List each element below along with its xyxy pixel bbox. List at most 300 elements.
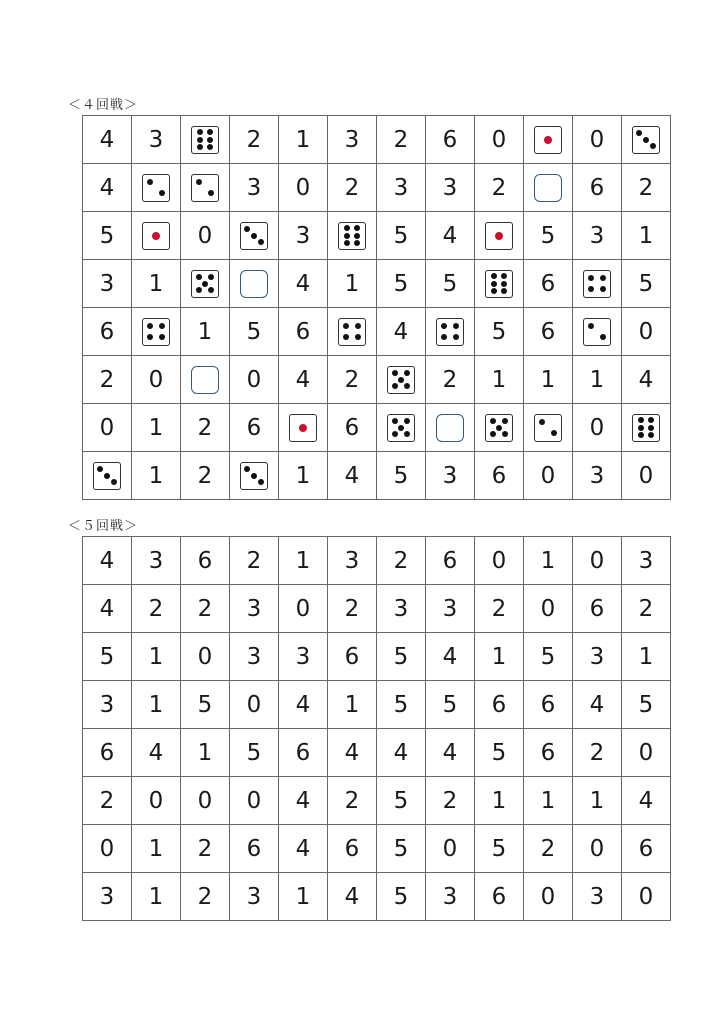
die-pip bbox=[638, 417, 644, 423]
cell-number: 6 bbox=[540, 270, 556, 297]
cell-number: 5 bbox=[393, 270, 409, 297]
die-pip bbox=[441, 334, 447, 340]
grid-cell bbox=[377, 212, 426, 260]
grid-cell bbox=[181, 633, 230, 681]
cell-number: 0 bbox=[295, 595, 311, 622]
grid-cell bbox=[230, 777, 279, 825]
grid-cell bbox=[83, 825, 132, 873]
grid-cell bbox=[622, 116, 671, 164]
cell-number: 4 bbox=[638, 787, 654, 814]
grid-cell bbox=[279, 164, 328, 212]
grid-cell bbox=[132, 212, 181, 260]
cell-number: 0 bbox=[148, 787, 164, 814]
die-four-icon bbox=[436, 318, 464, 346]
grid-cell bbox=[83, 164, 132, 212]
die-pip bbox=[202, 281, 208, 287]
cell-number: 6 bbox=[442, 547, 458, 574]
grid-cell bbox=[230, 116, 279, 164]
die-pip bbox=[441, 323, 447, 329]
cell-number: 4 bbox=[295, 835, 311, 862]
die-six-icon bbox=[191, 126, 219, 154]
grid-cell bbox=[426, 585, 475, 633]
cell-number: 2 bbox=[442, 787, 458, 814]
cell-number: 5 bbox=[393, 835, 409, 862]
die-pip bbox=[196, 287, 202, 293]
cell-number: 2 bbox=[344, 595, 360, 622]
die-pip bbox=[111, 479, 117, 485]
die-pip bbox=[404, 383, 410, 389]
grid-cell bbox=[83, 777, 132, 825]
grid-cell bbox=[573, 212, 622, 260]
cell-number: 6 bbox=[246, 835, 262, 862]
cell-number: 0 bbox=[442, 835, 458, 862]
die-pip bbox=[404, 431, 410, 437]
die-pip bbox=[343, 323, 349, 329]
die-pip bbox=[501, 288, 507, 294]
grid-cell bbox=[524, 537, 573, 585]
cell-number: 2 bbox=[491, 595, 507, 622]
die-pip bbox=[354, 225, 360, 231]
die-pip bbox=[196, 274, 202, 280]
grid-row bbox=[83, 633, 671, 681]
die-pip bbox=[354, 233, 360, 239]
die-pip bbox=[251, 473, 257, 479]
grid-cell bbox=[181, 212, 230, 260]
cell-number: 3 bbox=[589, 462, 605, 489]
cell-number: 1 bbox=[295, 462, 311, 489]
grid-cell bbox=[83, 633, 132, 681]
grid-cell bbox=[622, 212, 671, 260]
cell-number: 0 bbox=[540, 595, 556, 622]
grid-cell bbox=[181, 825, 230, 873]
die-pip bbox=[299, 424, 307, 432]
grid-cell bbox=[377, 537, 426, 585]
die-pip bbox=[551, 430, 557, 436]
cell-number: 0 bbox=[246, 366, 262, 393]
grid-cell bbox=[426, 308, 475, 356]
grid-cell bbox=[377, 633, 426, 681]
grid-cell bbox=[279, 537, 328, 585]
cell-number: 5 bbox=[393, 691, 409, 718]
grid-cell bbox=[279, 116, 328, 164]
cell-number: 5 bbox=[99, 643, 115, 670]
grid-cell bbox=[475, 452, 524, 500]
grid-cell bbox=[328, 164, 377, 212]
die-pip bbox=[501, 281, 507, 287]
grid-cell bbox=[328, 452, 377, 500]
grid-cell bbox=[475, 585, 524, 633]
grid-cell bbox=[622, 681, 671, 729]
grid-cell bbox=[132, 729, 181, 777]
grid-cell bbox=[426, 116, 475, 164]
cell-number: 6 bbox=[491, 691, 507, 718]
die-pip bbox=[539, 419, 545, 425]
grid-cell bbox=[279, 404, 328, 452]
die-pip bbox=[147, 334, 153, 340]
die-pip bbox=[398, 425, 404, 431]
cell-number: 0 bbox=[638, 739, 654, 766]
die-blank-icon bbox=[191, 366, 219, 394]
die-four-icon bbox=[142, 318, 170, 346]
grid-cell bbox=[181, 164, 230, 212]
die-five-icon bbox=[485, 414, 513, 442]
cell-number: 2 bbox=[197, 595, 213, 622]
grid-cell bbox=[475, 308, 524, 356]
cell-number: 5 bbox=[393, 787, 409, 814]
grid-cell bbox=[230, 212, 279, 260]
grid-cell bbox=[377, 585, 426, 633]
die-pip bbox=[207, 129, 213, 135]
grid-cell bbox=[279, 633, 328, 681]
die-five-icon bbox=[191, 270, 219, 298]
grid-cell bbox=[279, 260, 328, 308]
grid-cell bbox=[328, 212, 377, 260]
cell-number: 1 bbox=[638, 643, 654, 670]
grid-cell bbox=[181, 404, 230, 452]
grid-cell bbox=[132, 452, 181, 500]
grid-cell bbox=[328, 585, 377, 633]
grid-cell bbox=[622, 585, 671, 633]
cell-number: 0 bbox=[491, 126, 507, 153]
die-three-icon bbox=[632, 126, 660, 154]
die-five-icon bbox=[387, 414, 415, 442]
grid-cell bbox=[328, 356, 377, 404]
cell-number: 5 bbox=[393, 643, 409, 670]
cell-number: 2 bbox=[540, 835, 556, 862]
cell-number: 3 bbox=[246, 174, 262, 201]
cell-number: 3 bbox=[148, 126, 164, 153]
cell-number: 2 bbox=[197, 883, 213, 910]
grid-cell bbox=[524, 164, 573, 212]
die-two-icon bbox=[142, 174, 170, 202]
grid-row bbox=[83, 825, 671, 873]
die-pip bbox=[495, 232, 503, 240]
die-pip bbox=[197, 137, 203, 143]
cell-number: 3 bbox=[638, 547, 654, 574]
cell-number: 4 bbox=[99, 126, 115, 153]
die-pip bbox=[502, 418, 508, 424]
cell-number: 0 bbox=[589, 547, 605, 574]
grid-row bbox=[83, 356, 671, 404]
grid-cell bbox=[573, 452, 622, 500]
cell-number: 2 bbox=[344, 787, 360, 814]
die-pip bbox=[244, 226, 250, 232]
die-pip bbox=[490, 431, 496, 437]
cell-number: 0 bbox=[540, 883, 556, 910]
grid-cell bbox=[181, 873, 230, 921]
cell-number: 3 bbox=[589, 883, 605, 910]
grid-cell bbox=[230, 356, 279, 404]
cell-number: 3 bbox=[442, 883, 458, 910]
cell-number: 0 bbox=[589, 126, 605, 153]
grid-cell bbox=[83, 308, 132, 356]
cell-number: 5 bbox=[99, 222, 115, 249]
grid-cell bbox=[622, 537, 671, 585]
grid-cell bbox=[426, 633, 475, 681]
die-pip bbox=[392, 370, 398, 376]
grid-cell bbox=[377, 825, 426, 873]
cell-number: 1 bbox=[148, 414, 164, 441]
cell-number: 5 bbox=[638, 691, 654, 718]
grid-cell bbox=[279, 681, 328, 729]
grid-cell bbox=[524, 356, 573, 404]
cell-number: 6 bbox=[442, 126, 458, 153]
grid-cell bbox=[230, 404, 279, 452]
die-pip bbox=[650, 143, 656, 149]
grid-cell bbox=[622, 873, 671, 921]
cell-number: 3 bbox=[442, 595, 458, 622]
die-pip bbox=[392, 431, 398, 437]
cell-number: 2 bbox=[442, 366, 458, 393]
die-pip bbox=[491, 273, 497, 279]
grid-cell bbox=[181, 356, 230, 404]
die-pip bbox=[392, 383, 398, 389]
cell-number: 5 bbox=[246, 318, 262, 345]
cell-number: 4 bbox=[589, 691, 605, 718]
die-pip bbox=[344, 240, 350, 246]
grid-row bbox=[83, 308, 671, 356]
die-pip bbox=[343, 334, 349, 340]
die-pip bbox=[258, 239, 264, 245]
cell-number: 2 bbox=[638, 595, 654, 622]
die-six-icon bbox=[632, 414, 660, 442]
grid-cell bbox=[426, 404, 475, 452]
cell-number: 6 bbox=[638, 835, 654, 862]
cell-number: 5 bbox=[442, 691, 458, 718]
cell-number: 2 bbox=[393, 547, 409, 574]
cell-number: 5 bbox=[638, 270, 654, 297]
die-pip bbox=[600, 275, 606, 281]
grid-cell bbox=[132, 356, 181, 404]
round-5-title: ＜５回戦＞ bbox=[68, 519, 139, 534]
grid-cell bbox=[132, 537, 181, 585]
cell-number: 6 bbox=[99, 739, 115, 766]
grid-cell bbox=[377, 404, 426, 452]
grid-row bbox=[83, 585, 671, 633]
die-pip bbox=[355, 334, 361, 340]
grid-row bbox=[83, 873, 671, 921]
die-pip bbox=[491, 281, 497, 287]
die-five-icon bbox=[387, 366, 415, 394]
round-4-title: ＜４回戦＞ bbox=[68, 98, 139, 113]
cell-number: 1 bbox=[197, 318, 213, 345]
grid-cell bbox=[230, 164, 279, 212]
grid-cell bbox=[622, 452, 671, 500]
cell-number: 1 bbox=[148, 462, 164, 489]
cell-number: 5 bbox=[197, 691, 213, 718]
die-pip bbox=[152, 232, 160, 240]
cell-number: 6 bbox=[540, 691, 556, 718]
cell-number: 4 bbox=[638, 366, 654, 393]
cell-number: 3 bbox=[393, 174, 409, 201]
grid-cell bbox=[279, 873, 328, 921]
die-pip bbox=[453, 334, 459, 340]
cell-number: 0 bbox=[638, 462, 654, 489]
cell-number: 2 bbox=[589, 739, 605, 766]
die-pip bbox=[404, 418, 410, 424]
grid-cell bbox=[181, 452, 230, 500]
grid-cell bbox=[181, 585, 230, 633]
grid-cell bbox=[426, 452, 475, 500]
die-pip bbox=[196, 179, 202, 185]
die-four-icon bbox=[338, 318, 366, 346]
grid-cell bbox=[573, 825, 622, 873]
die-pip bbox=[588, 275, 594, 281]
die-pip bbox=[404, 370, 410, 376]
grid-cell bbox=[475, 537, 524, 585]
grid-cell bbox=[426, 537, 475, 585]
grid-cell bbox=[328, 404, 377, 452]
grid-cell bbox=[377, 356, 426, 404]
cell-number: 4 bbox=[99, 174, 115, 201]
grid-cell bbox=[83, 873, 132, 921]
grid-row bbox=[83, 116, 671, 164]
grid-cell bbox=[377, 729, 426, 777]
cell-number: 6 bbox=[344, 414, 360, 441]
die-three-icon bbox=[240, 462, 268, 490]
grid-cell bbox=[524, 404, 573, 452]
cell-number: 2 bbox=[99, 366, 115, 393]
grid-cell bbox=[328, 633, 377, 681]
grid-cell bbox=[181, 681, 230, 729]
die-pip bbox=[648, 417, 654, 423]
grid-cell bbox=[181, 729, 230, 777]
grid-cell bbox=[132, 164, 181, 212]
die-pip bbox=[398, 377, 404, 383]
cell-number: 1 bbox=[295, 547, 311, 574]
grid-cell bbox=[475, 260, 524, 308]
cell-number: 2 bbox=[197, 414, 213, 441]
cell-number: 1 bbox=[148, 270, 164, 297]
cell-number: 0 bbox=[589, 414, 605, 441]
grid-cell bbox=[377, 777, 426, 825]
cell-number: 3 bbox=[99, 691, 115, 718]
grid-cell bbox=[524, 681, 573, 729]
grid-cell bbox=[622, 825, 671, 873]
cell-number: 5 bbox=[491, 739, 507, 766]
grid-cell bbox=[230, 260, 279, 308]
grid-cell bbox=[328, 260, 377, 308]
cell-number: 6 bbox=[589, 174, 605, 201]
grid-row bbox=[83, 729, 671, 777]
grid-cell bbox=[181, 777, 230, 825]
grid-cell bbox=[328, 873, 377, 921]
cell-number: 3 bbox=[344, 126, 360, 153]
grid-cell bbox=[328, 825, 377, 873]
cell-number: 3 bbox=[99, 883, 115, 910]
cell-number: 2 bbox=[148, 595, 164, 622]
grid-cell bbox=[83, 116, 132, 164]
cell-number: 4 bbox=[148, 739, 164, 766]
grid-cell bbox=[83, 681, 132, 729]
cell-number: 5 bbox=[393, 462, 409, 489]
die-pip bbox=[207, 144, 213, 150]
cell-number: 6 bbox=[99, 318, 115, 345]
grid-row bbox=[83, 777, 671, 825]
cell-number: 3 bbox=[442, 174, 458, 201]
die-six-icon bbox=[338, 222, 366, 250]
die-pip bbox=[97, 466, 103, 472]
cell-number: 2 bbox=[344, 174, 360, 201]
grid-cell bbox=[132, 308, 181, 356]
grid-cell bbox=[181, 116, 230, 164]
die-pip bbox=[344, 233, 350, 239]
grid-cell bbox=[622, 404, 671, 452]
grid-cell bbox=[524, 308, 573, 356]
cell-number: 6 bbox=[491, 883, 507, 910]
grid-cell bbox=[475, 116, 524, 164]
cell-number: 4 bbox=[393, 318, 409, 345]
grid-cell bbox=[475, 212, 524, 260]
grid-cell bbox=[279, 729, 328, 777]
grid-cell bbox=[328, 681, 377, 729]
cell-number: 1 bbox=[491, 366, 507, 393]
grid-row bbox=[83, 452, 671, 500]
grid-cell bbox=[573, 164, 622, 212]
cell-number: 3 bbox=[295, 643, 311, 670]
grid-cell bbox=[426, 212, 475, 260]
grid-cell bbox=[524, 260, 573, 308]
die-two-icon bbox=[583, 318, 611, 346]
cell-number: 5 bbox=[393, 883, 409, 910]
die-pip bbox=[159, 323, 165, 329]
grid-cell bbox=[377, 164, 426, 212]
grid-row bbox=[83, 260, 671, 308]
cell-number: 6 bbox=[295, 739, 311, 766]
die-four-icon bbox=[583, 270, 611, 298]
grid-cell bbox=[524, 452, 573, 500]
die-pip bbox=[600, 286, 606, 292]
cell-number: 6 bbox=[344, 835, 360, 862]
cell-number: 2 bbox=[246, 126, 262, 153]
grid-cell bbox=[132, 873, 181, 921]
grid-cell bbox=[426, 729, 475, 777]
cell-number: 3 bbox=[246, 643, 262, 670]
cell-number: 5 bbox=[393, 222, 409, 249]
cell-number: 2 bbox=[344, 366, 360, 393]
cell-number: 5 bbox=[246, 739, 262, 766]
die-blank-icon bbox=[240, 270, 268, 298]
die-pip bbox=[197, 144, 203, 150]
cell-number: 1 bbox=[344, 691, 360, 718]
cell-number: 4 bbox=[295, 366, 311, 393]
grid-cell bbox=[426, 356, 475, 404]
grid-cell bbox=[524, 633, 573, 681]
cell-number: 6 bbox=[491, 462, 507, 489]
cell-number: 0 bbox=[197, 222, 213, 249]
die-two-icon bbox=[534, 414, 562, 442]
cell-number: 2 bbox=[491, 174, 507, 201]
grid-cell bbox=[279, 825, 328, 873]
grid-cell bbox=[230, 873, 279, 921]
die-pip bbox=[491, 288, 497, 294]
grid-cell bbox=[132, 633, 181, 681]
cell-number: 2 bbox=[393, 126, 409, 153]
grid-cell bbox=[524, 212, 573, 260]
grid-cell bbox=[279, 212, 328, 260]
cell-number: 1 bbox=[295, 883, 311, 910]
grid-cell bbox=[279, 452, 328, 500]
grid-cell bbox=[573, 777, 622, 825]
cell-number: 3 bbox=[344, 547, 360, 574]
die-pip bbox=[643, 137, 649, 143]
cell-number: 0 bbox=[148, 366, 164, 393]
grid-cell bbox=[622, 633, 671, 681]
grid-cell bbox=[573, 681, 622, 729]
grid-cell bbox=[524, 873, 573, 921]
die-pip bbox=[501, 273, 507, 279]
cell-number: 4 bbox=[344, 462, 360, 489]
